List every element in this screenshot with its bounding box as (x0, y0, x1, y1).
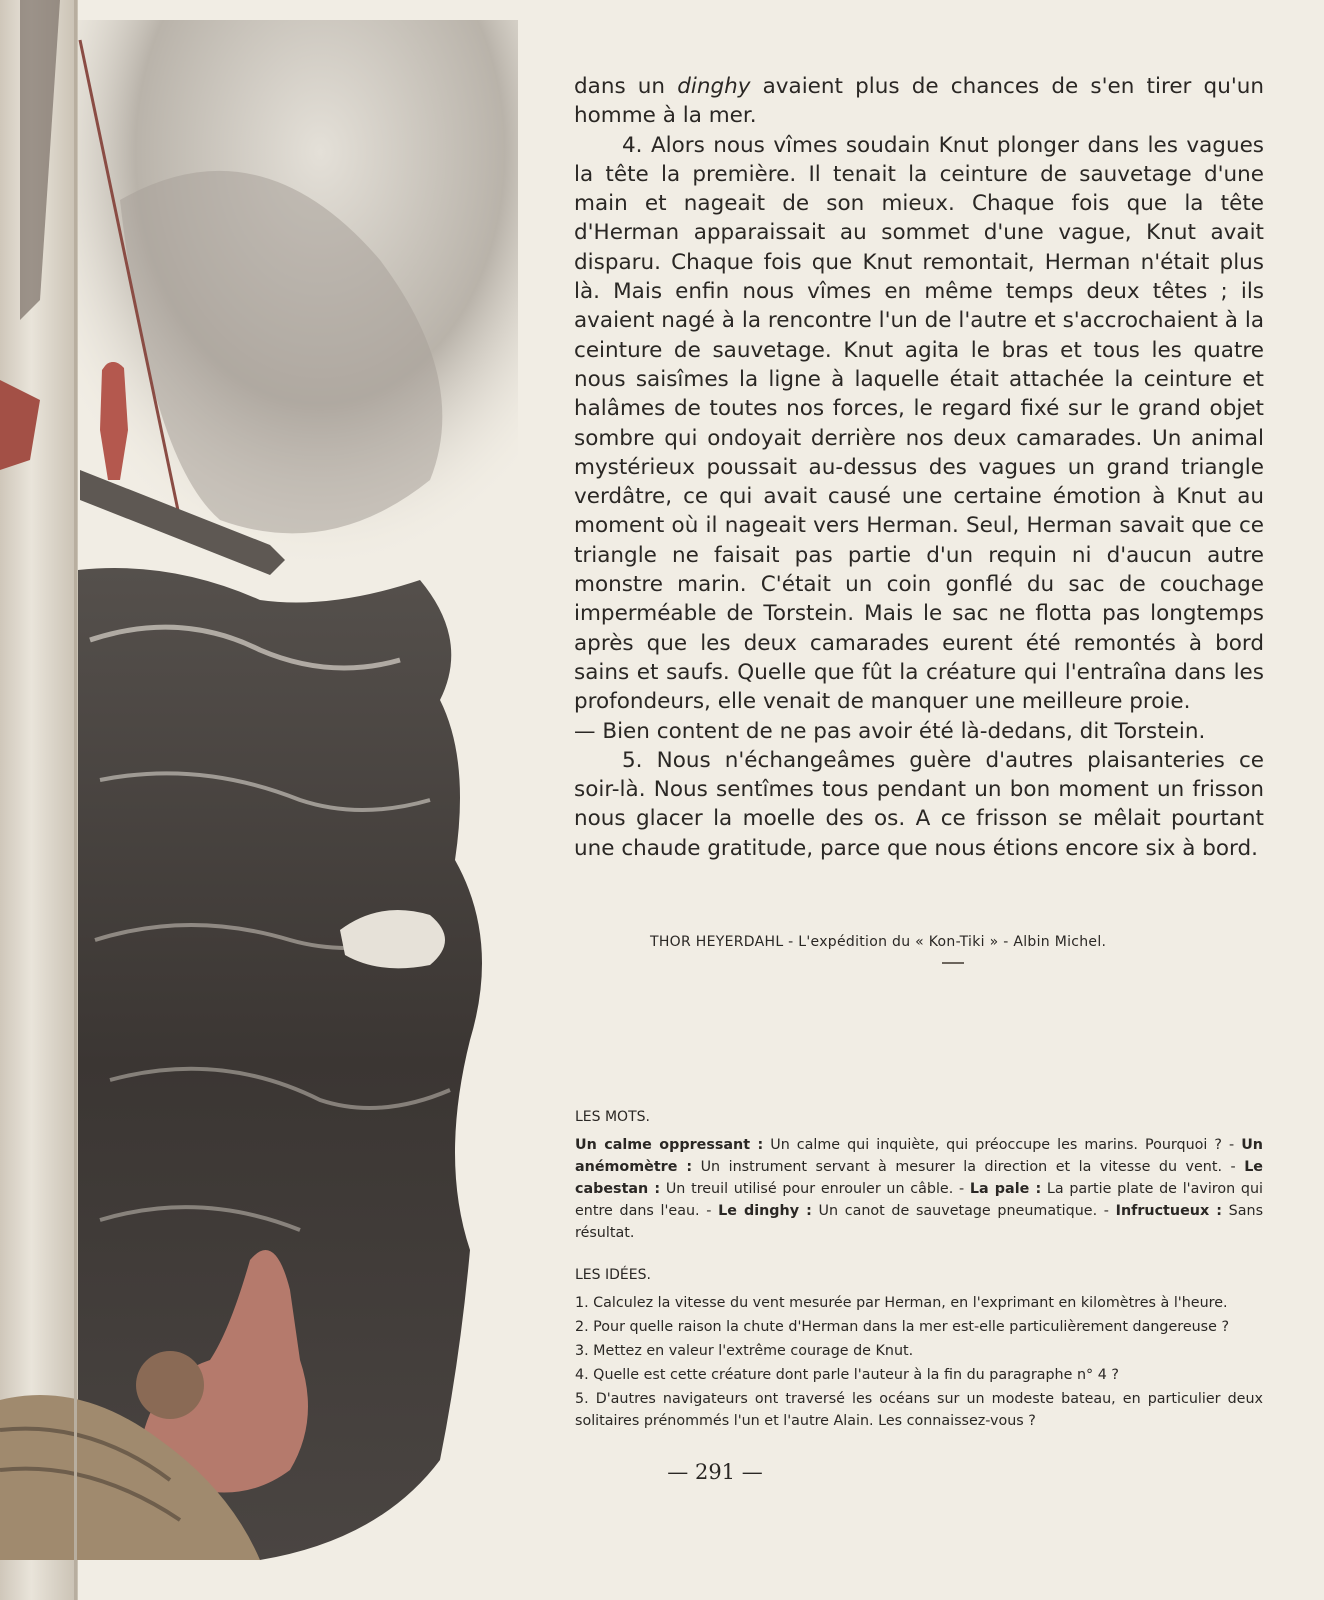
def-infructueux: Sans résultat. (575, 1203, 1264, 1241)
question-item: 4. Quelle est cette créature dont parle l'auteur à la fin du paragraphe n° 4 ? (575, 1367, 1119, 1383)
author-name: THOR HEYERDAHL (650, 934, 784, 950)
vocabulary-section (575, 1106, 1263, 1244)
term-pale: La pale : (969, 1181, 1042, 1197)
question-item: 5. D'autres navigateurs ont traversé les océans sur un modeste bateau, en particulier deux solitaires prénommés l'un et l'autre Alain. Les connaissez-vous ? (575, 1391, 1263, 1429)
paragraph-continuation: dans un dinghy avaient plus de chances de s'en tirer qu'un homme à la mer. (574, 74, 1264, 129)
term-calme: Un calme oppressant : (575, 1137, 764, 1153)
question-item: 1. Calculez la vitesse du vent mesurée par Herman, en l'exprimant en kilomètres à l'heure. (575, 1295, 1228, 1311)
spine-edge (74, 0, 77, 1600)
questions-section (575, 1264, 1263, 1434)
attribution-dash (942, 962, 964, 964)
def-cabestan: Un treuil utilisé pour enrouler un câble. - (660, 1181, 970, 1197)
def-pale: La partie plate de l'aviron qui entre dans l'eau. - (575, 1181, 1263, 1219)
questions-list (575, 1292, 1263, 1432)
sea-rescue-illustration (0, 0, 600, 1600)
def-calme: Un calme qui inquiète, qui préoccupe les marins. Pourquoi ? - (763, 1137, 1242, 1153)
def-dinghy: Un canot de sauvetage pneumatique. - (811, 1203, 1116, 1219)
story-text (574, 72, 1264, 863)
def-anemometre: Un instrument servant à mesurer la direction et la vitesse du vent. - (692, 1159, 1245, 1175)
term-cabestan: Le cabestan : (575, 1159, 1263, 1197)
vocabulary-entries (575, 1134, 1263, 1244)
question-item: 2. Pour quelle raison la chute d'Herman dans la mer est-elle particulièrement dangereuse ? (575, 1319, 1230, 1335)
source-attribution: THOR HEYERDAHL - L'expédition du « Kon-Tiki » - Albin Michel. (650, 934, 1107, 950)
dinghy-italic: dinghy (677, 74, 751, 99)
questions-title: LES IDÉES. (575, 1267, 651, 1283)
term-infructueux: Infructueux : (1115, 1203, 1222, 1219)
term-anemometre: Un anémomètre : (575, 1137, 1263, 1175)
publisher-name: Albin Michel. (1013, 934, 1107, 950)
dialogue-line: — Bien content de ne pas avoir été là-dedans, dit Torstein. (574, 718, 1206, 744)
page-number: — 291 — (667, 1460, 763, 1484)
work-title: L'expédition du « Kon-Tiki » (798, 934, 999, 950)
question-item: 3. Mettez en valeur l'extrême courage de Knut. (575, 1343, 914, 1359)
vocabulary-title: LES MOTS. (575, 1109, 650, 1125)
paragraph-4: 4. Alors nous vîmes soudain Knut plonger dans les vagues la tête la première. Il tenait la ceinture de sauvetage d'une main et nageait de son mieux. Chaque fois que la tête d'Herman apparaissait au sommet d'une vague, Knut avait disparu. Chaque fois que Knut remontait, Herman n'était plus là. Mais enfin nous vîmes en même temps deux têtes ; ils avaient nagé à la rencontre l'un de l'autre et s'accrochaient à la ceinture de sauvetage. Knut agita le bras et tous les quatre nous saisîmes la ligne à laquelle était attachée la ceinture et halâmes de toutes nos forces, le regard fixé sur le grand objet sombre qui ondoyait derrière nos deux camarades. Un animal mystérieux poussait au-dessus des vagues un grand triangle verdâtre, ce qui avait causé une certaine émotion à Knut au moment où il nageait vers Herman. Seul, Herman savait que ce triangle ne faisait pas partie d'un requin ni d'aucun autre monstre marin. C'était un coin gonflé du sac de couchage imperméable de Torstein. Mais le sac ne flotta pas longtemps après que les deux camarades eurent été remontés à bord sains et saufs. Quelle que fût la créature qui l'entraîna dans les profondeurs, elle venait de manquer une meilleure proie. (574, 132, 1264, 715)
paragraph-5: 5. Nous n'échangeâmes guère d'autres plaisanteries ce soir-là. Nous sentîmes tous pendant un bon moment un frisson nous glacer la moelle des os. A ce frisson se mêlait pourtant une chaude gratitude, parce que nous étions encore six à bord. (574, 747, 1264, 861)
term-dinghy: Le dinghy : (718, 1203, 812, 1219)
